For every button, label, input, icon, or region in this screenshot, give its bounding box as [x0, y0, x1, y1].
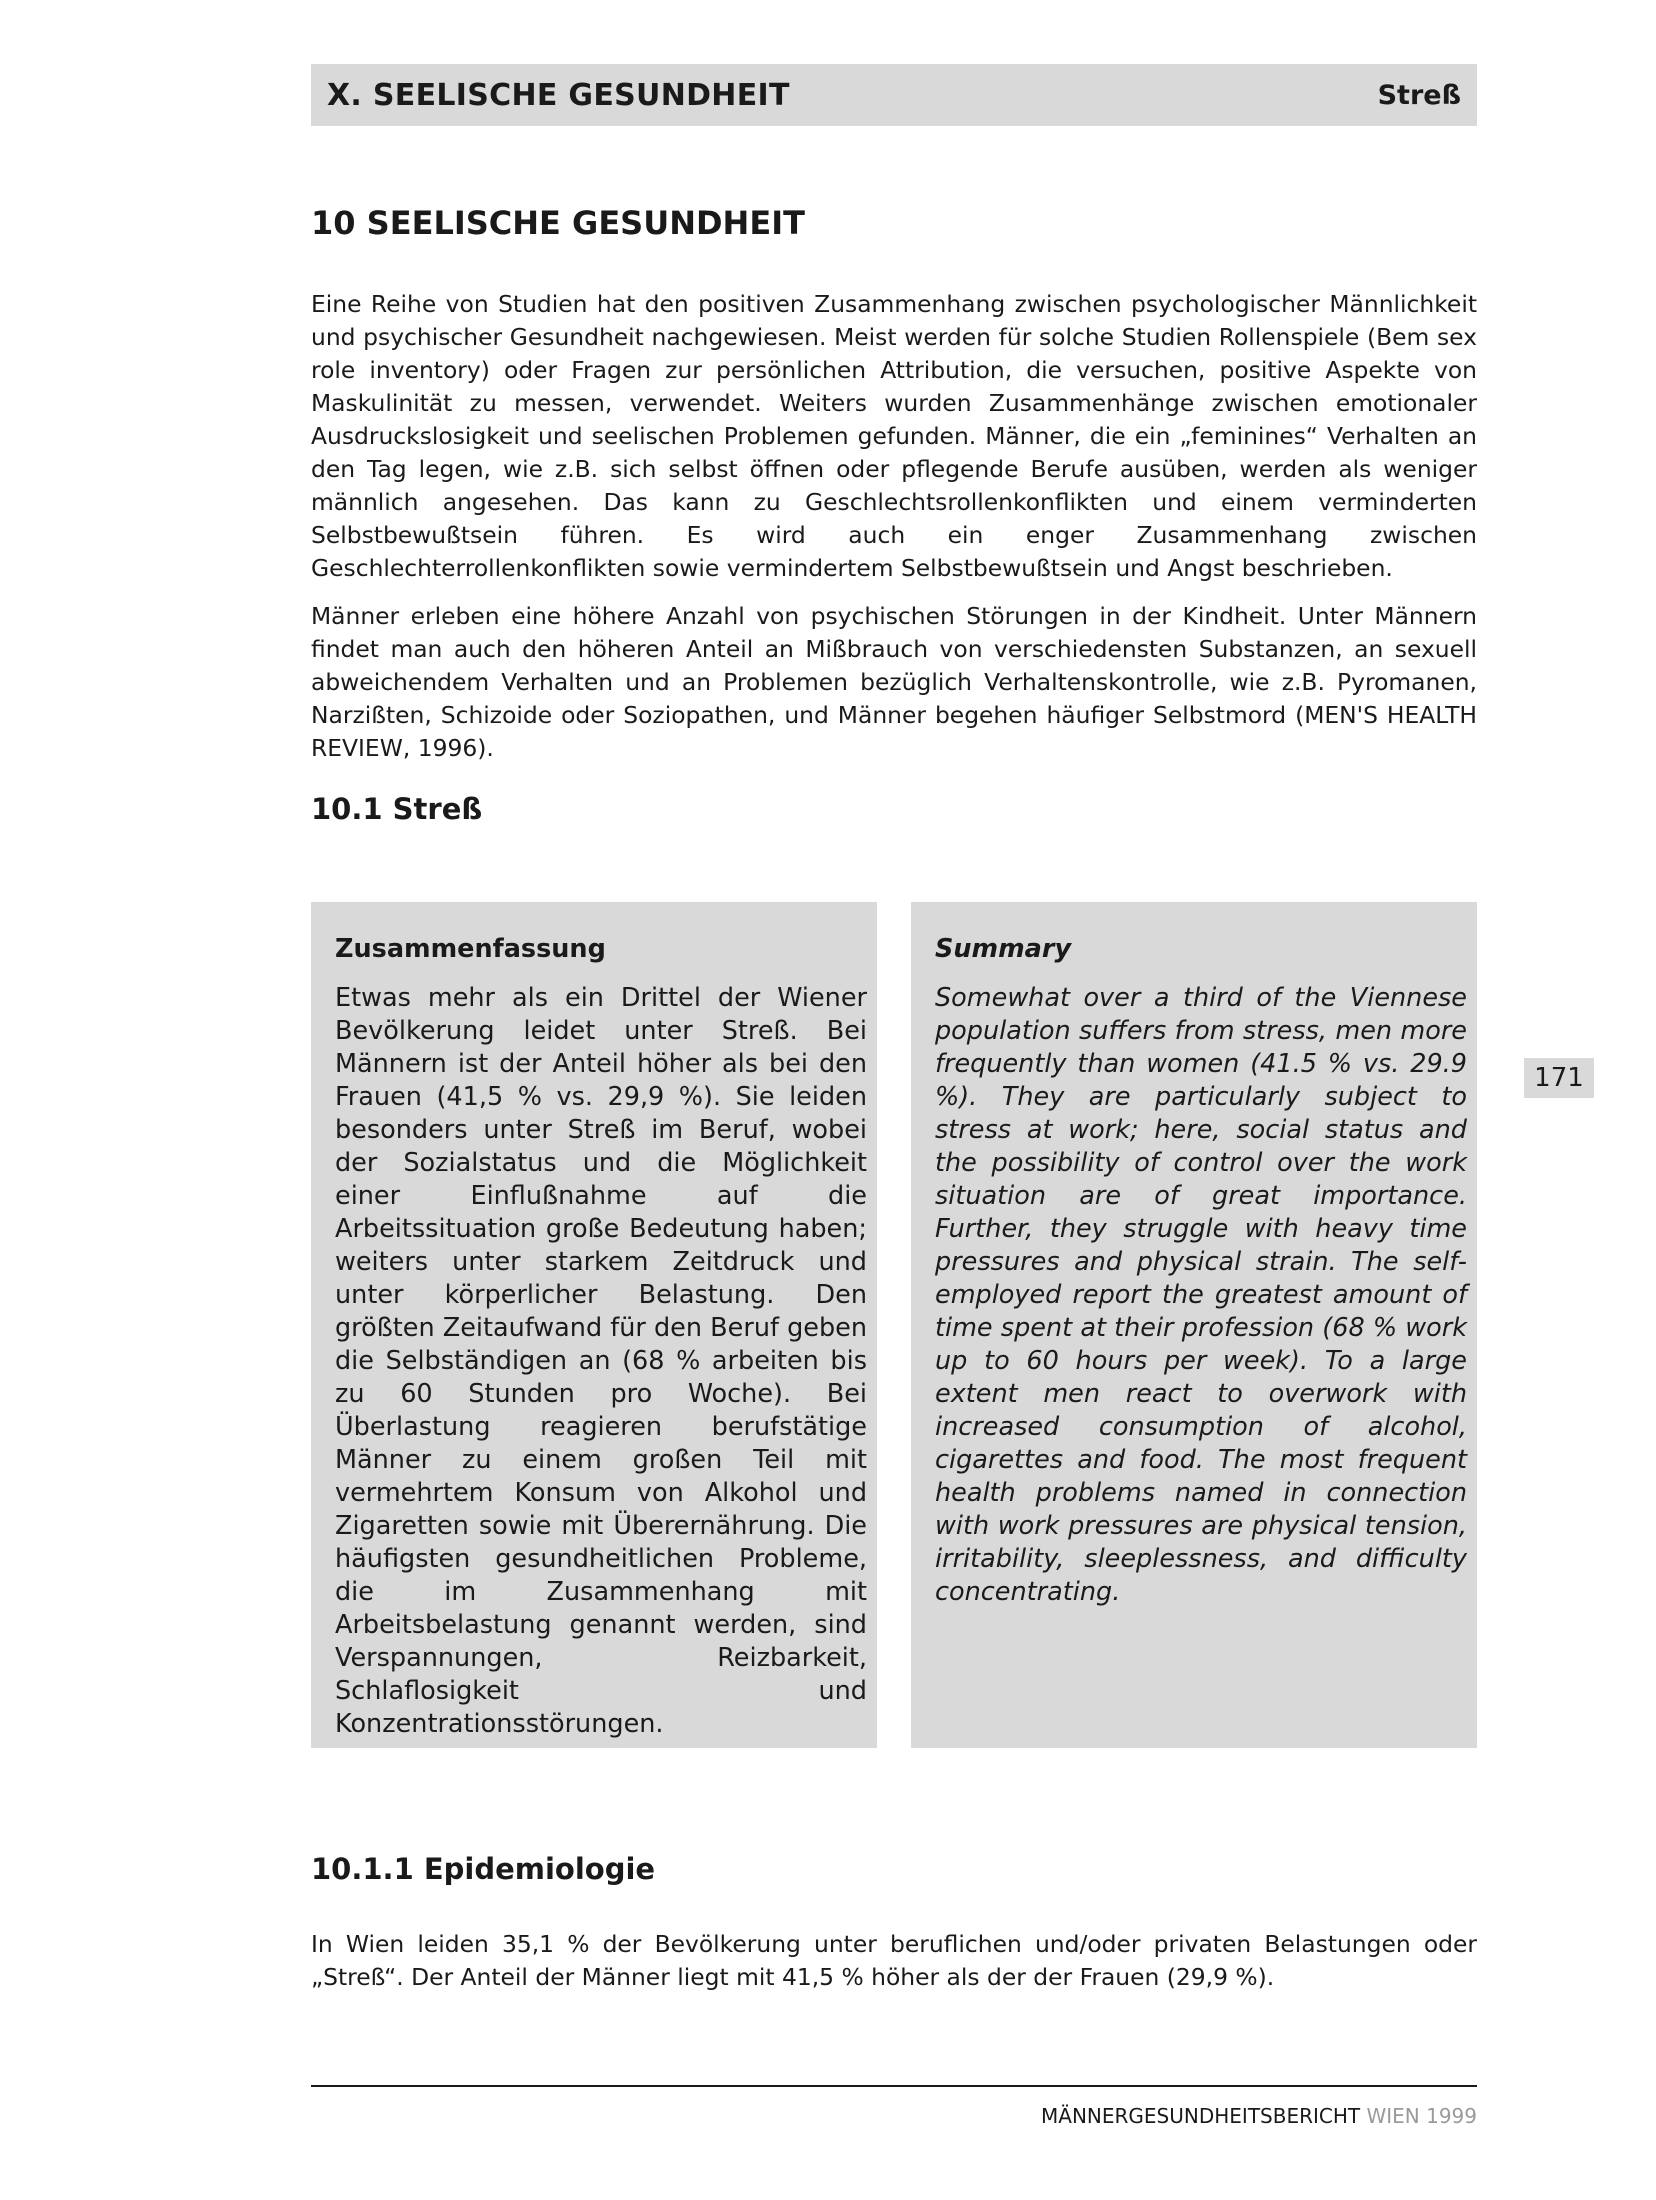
summary-de-text: Etwas mehr als ein Drittel der Wiener Bevölkerung leidet unter Streß. Bei Männern ist der Anteil höher als bei den Frauen (41,5 % vs. 29,9 %). Sie leiden besonders unter Streß im Beruf, wobei der Sozialstatus und die Möglichkeit einer Einflußnahme auf die Arbeitssituation große Bedeutung haben; weiters unter starkem Zeitdruck und unter körperlicher Belastung. Den größten Zeitaufwand für den Beruf geben die Selbständigen an (68 % arbeiten bis zu 60 Stunden pro Woche). Bei Überlastung reagieren berufstätige Männer zu einem großen Teil mit vermehrtem Konsum von Alkohol und Zigaretten sowie mit Überernährung. Die häufigsten gesundheitlichen Probleme, die im Zusammenhang mit Arbeitsbelastung genannt werden, sind Verspannungen, Reizbarkeit, Schlaflosigkeit und Konzentrationsstörungen. [335, 983, 867, 1739]
header-section-title: X. SEELISCHE GESUNDHEIT [327, 78, 790, 113]
intro-paragraph-2: Männer erleben eine höhere Anzahl von psychischen Störungen in der Kindheit. Unter Männern findet man auch den höheren Anteil an Mißbrauch von verschiedensten Substanzen, an sexuell abweichendem Verhalten und an Problemen bezüglich Verhaltenskontrolle, wie z.B. Pyromanen, Narzißten, Schizoide oder Soziopathen, und Männer begehen häufiger Selbstmord (MEN'S HEALTH REVIEW, 1996). [311, 602, 1477, 762]
intro-paragraph-1: Eine Reihe von Studien hat den positiven Zusammenhang zwischen psychologischer Männlichkeit und psychischer Gesundheit nachgewiesen. Meist werden für solche Studien Rollenspiele (Bem sex role inventory) oder Fragen zur persönlichen Attribution, die versuchen, positive Aspekte von Maskulinität zu messen, verwendet. Weiters wurden Zusammenhänge zwischen emotionaler Ausdruckslosigkeit und seelischen Problemen gefunden. Männer, die ein „feminines“ Verhalten an den Tag legen, wie z.B. sich selbst öffnen oder pflegende Berufe ausüben, werden als weniger männlich angesehen. Das kann zu Geschlechtsrollenkonflikten und einem verminderten Selbstbewußtsein führen. Es wird auch ein enger Zusammenhang zwischen Geschlechterrollenkonflikten sowie vermindertem Selbstbewußtsein und Angst beschrieben. [311, 290, 1477, 582]
running-header [311, 64, 1477, 126]
page-number: 171 [1524, 1058, 1594, 1098]
footer-title: MÄNNERGESUNDHEITSBERICHT [1041, 2104, 1361, 2128]
header-topic: Streß [1377, 80, 1461, 111]
epidemiology-paragraph: In Wien leiden 35,1 % der Bevölkerung unter beruflichen und/oder privaten Belastungen oder „Streß“. Der Anteil der Männer liegt mit 41,5 % höher als der der Frauen (29,9 %). [311, 1930, 1477, 1991]
summary-de-title: Zusammenfassung [335, 934, 606, 964]
subsection-title: 10.1.1 Epidemiologie [311, 1852, 656, 1886]
footer-suffix: WIEN 1999 [1366, 2104, 1477, 2128]
summary-box-english [911, 902, 1477, 1748]
summary-en-text: Somewhat over a third of the Viennese population suffers from stress, men more frequently than women (41.5 % vs. 29.9 %). They are particularly subject to stress at work; here, social status and the possibility of control over the work situation are of great importance. Further, they struggle with heavy time pressures and physical strain. The self-employed report the greatest amount of time spent at their profession (68 % work up to 60 hours per week). To a large extent men react to overwork with increased consumption of alcohol, cigarettes and food. The most frequent health problems named in connection with work pressures are physical tension, irritability, sleeplessness, and difficulty concentrating. [935, 983, 1467, 1607]
summary-box-german [311, 902, 877, 1748]
chapter-title: 10 SEELISCHE GESUNDHEIT [311, 204, 805, 242]
section-title: 10.1 Streß [311, 792, 483, 826]
footer-divider [311, 2085, 1477, 2087]
running-footer [1041, 2104, 1477, 2128]
summary-en-title: Summary [935, 934, 1072, 964]
